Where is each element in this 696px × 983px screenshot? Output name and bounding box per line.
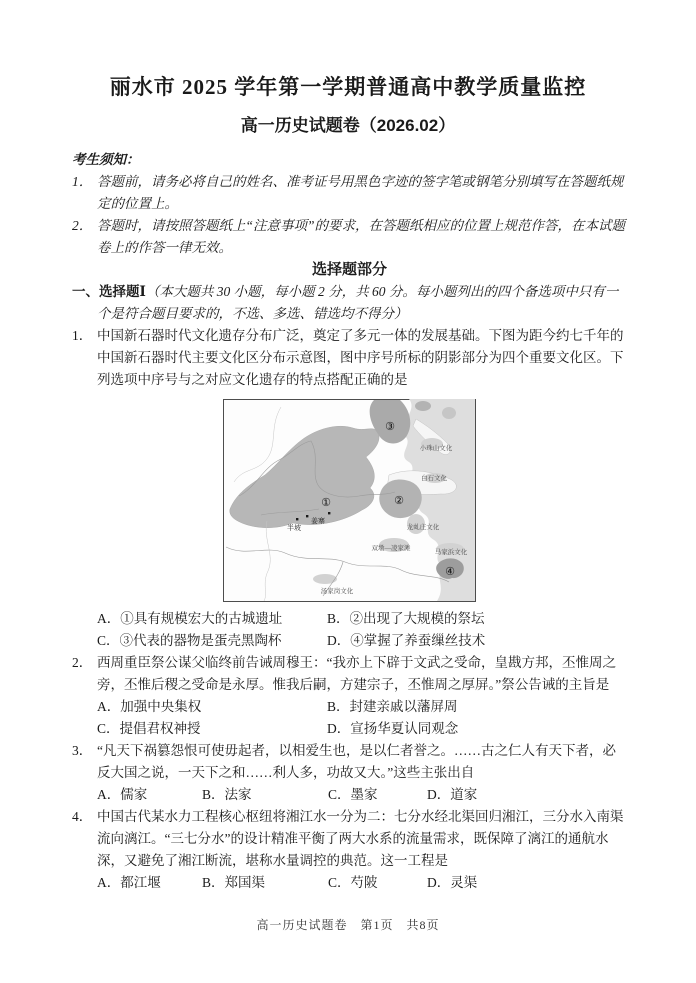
option-d: D．宣扬华夏认同观念 xyxy=(327,721,459,736)
question-stem: 中国新石器时代文化遗存分布广泛，奠定了多元一体的发展基础。下图为距今约七千年的中国新石器时代主要文化区分布示意图，图中序号所标的阴影部分为四个重要文化区。下列选项中序号与之对应文化遗存的特点搭配正确的是 xyxy=(97,328,624,387)
section-group-note: （本大题共 30 小题，每小题 2 分，共 60 分。每小题列出的四个备选项中只有一个是符合题目要求的，不选、多选、错选均不得分） xyxy=(97,284,619,321)
option-b: B．封建亲戚以藩屏周 xyxy=(327,699,458,714)
question-stem: 西周重臣祭公谋父临终前告诫周穆王：“我亦上下辟于文武之受命，皇戡方邦，丕惟周之旁，丕惟后稷之受命是永厚。惟我后嗣，方建宗子，丕惟周之厚屏。”祭公告诫的主旨是 xyxy=(97,655,616,692)
option-c: C．芍陂 xyxy=(328,875,378,890)
region-3-number: ③ xyxy=(385,421,395,433)
option-c: C．墨家 xyxy=(328,787,378,802)
question-3-options-row xyxy=(72,784,627,806)
question-4-options-row xyxy=(72,872,627,894)
longqiuzhuang-label: 龙虬庄文化 xyxy=(406,524,440,531)
region-2-number: ② xyxy=(394,495,404,507)
page-title: 丽水市 2025 学年第一学期普通高中教学质量监控 xyxy=(109,75,587,99)
region-4-number: ④ xyxy=(445,566,455,578)
notice-item-number: 2． xyxy=(72,218,93,233)
tangjiagang-region xyxy=(313,574,337,584)
neolithic-culture-map xyxy=(223,399,476,602)
question-2-options-row-1 xyxy=(72,696,627,718)
option-d: D．④掌握了养蚕缫丝技术 xyxy=(327,633,486,648)
notice-item-text: 答题时，请按照答题纸上“注意事项”的要求，在答题纸相应的位置上规范作答，在本试题卷上的作答一律无效。 xyxy=(97,218,626,255)
question-number: 1． xyxy=(72,328,93,343)
north-east-culture-patch xyxy=(415,401,431,411)
question-2-options-row-2 xyxy=(72,718,627,740)
option-c: C．提倡君权神授 xyxy=(97,721,201,736)
option-d: D．道家 xyxy=(427,787,478,802)
section-instructions xyxy=(72,281,627,325)
notice-heading: 考生须知： xyxy=(72,152,140,167)
majiabang-label: 马家浜文化 xyxy=(434,549,468,556)
section-part-title: 选择题部分 xyxy=(311,261,387,278)
notice-item-text: 答题前，请务必将自己的姓名、准考证号用黑色字迹的签字笔或钢笔分别填写在答题纸规定的位置上。 xyxy=(97,174,624,211)
banpo-site-dot xyxy=(296,518,298,520)
option-c: C．③代表的器物是蛋壳黑陶杯 xyxy=(97,633,282,648)
east-site-dot xyxy=(328,512,330,514)
page-content xyxy=(72,149,627,894)
notice-item-1 xyxy=(72,171,627,215)
north-east-culture-patch-2 xyxy=(442,407,456,419)
notice-item-number: 1． xyxy=(72,174,93,189)
option-a: A．都江堰 xyxy=(97,875,161,890)
jiangzhai-site-dot xyxy=(306,515,308,517)
question-1 xyxy=(72,325,627,391)
question-number: 3． xyxy=(72,743,93,758)
page-footer: 高一历史试题卷 第1页 共8页 xyxy=(256,918,440,932)
question-number: 2． xyxy=(72,655,93,670)
question-3 xyxy=(72,740,627,784)
tangjiagang-label: 汤家岗文化 xyxy=(320,588,354,595)
option-b: B．法家 xyxy=(202,787,252,802)
shuangdun-lingjiatan-label: 双墩—凌家滩 xyxy=(371,545,411,552)
notice-item-2 xyxy=(72,215,627,259)
baishi-label: 白石文化 xyxy=(421,475,447,482)
region-1-number: ① xyxy=(321,497,331,509)
xiaozhushan-label: 小珠山文化 xyxy=(419,445,453,452)
option-a: A．儒家 xyxy=(97,787,148,802)
question-stem: 中国古代某水力工程核心枢纽将湘江水一分为二：七分水经北渠回归湘江，三分水入南渠流向漓江。“三七分水”的设计精准平衡了两大水系的流量需求，既保障了漓江的通航水深，又避免了湘江断流，堪称水量调控的典范。这一工程是 xyxy=(97,809,624,868)
option-a: A．①具有规模宏大的古城遗址 xyxy=(97,611,283,626)
option-b: B．郑国渠 xyxy=(202,875,266,890)
question-number: 4． xyxy=(72,809,93,824)
option-b: B．②出现了大规模的祭坛 xyxy=(327,611,485,626)
question-stem: “凡天下祸篡怨恨可使毋起者，以相爱生也，是以仁者誉之。……古之仁人有天下者，必反大国之说，一天下之和……利人多，功故又大。”这些主张出自 xyxy=(97,743,616,780)
jiangzhai-site-label: 姜寨 xyxy=(311,517,325,525)
banpo-site-label: 半坡 xyxy=(287,524,301,532)
question-1-options-row-2 xyxy=(72,630,627,652)
option-a: A．加强中央集权 xyxy=(97,699,202,714)
question-1-options-row-1 xyxy=(72,608,627,630)
page-subtitle: 高一历史试题卷（2026.02） xyxy=(240,116,456,135)
option-d: D．灵渠 xyxy=(427,875,478,890)
section-group-label: 一、选择题Ⅰ xyxy=(72,284,146,299)
question-2 xyxy=(72,652,627,696)
question-4 xyxy=(72,806,627,872)
